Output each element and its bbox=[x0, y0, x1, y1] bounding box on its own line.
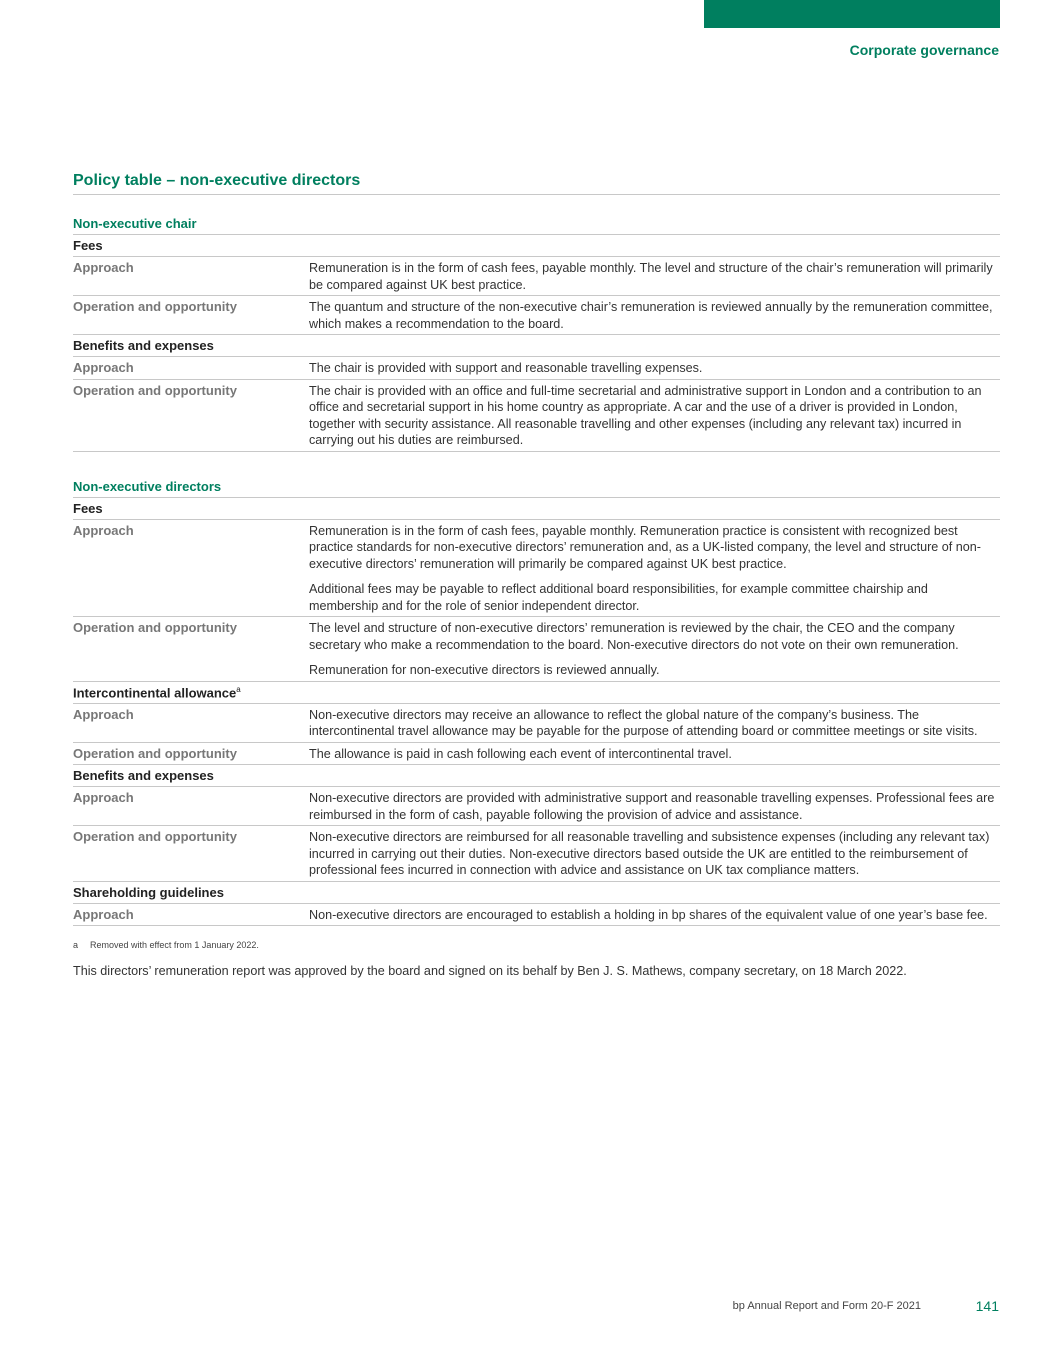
table-row bbox=[73, 257, 1000, 296]
row-text bbox=[309, 260, 1000, 293]
table-row bbox=[73, 357, 1000, 380]
table-row bbox=[73, 380, 1000, 452]
subsection-title-allowance bbox=[73, 682, 1000, 704]
row-label: Approach bbox=[73, 790, 134, 806]
paragraph: The chair is provided with support and reasonable travelling expenses. bbox=[309, 361, 703, 375]
group-title-chair: Non-executive chair bbox=[73, 213, 1000, 235]
row-text bbox=[309, 707, 1000, 740]
row-text bbox=[309, 746, 1000, 763]
row-text bbox=[309, 829, 1000, 879]
row-label: Operation and opportunity bbox=[73, 382, 237, 398]
row-text bbox=[309, 907, 1000, 924]
approval-statement: This directors’ remuneration report was approved by the board and signed on its behalf by Ben J. S. Mathews, company secretary, on 18 March 2022. bbox=[73, 964, 907, 979]
row-text bbox=[309, 299, 1000, 332]
paragraph: The level and structure of non-executive directors’ remuneration is reviewed by the chair, the CEO and the company secretary who make a recommendation to the board. Non-executive directors do not vote on their own remuneration. bbox=[309, 621, 959, 652]
paragraph: The quantum and structure of the non-executive chair’s remuneration is reviewed annually by the remuneration committee, which makes a recommendation to the board. bbox=[309, 300, 993, 331]
paragraph: Remuneration is in the form of cash fees, payable monthly. Remuneration practice is consistent with recognized best practice standards for non-executive directors’ remuneration and, as a UK-listed company, the level and structure of non-executive directors’ remuneration will primarily be compared against UK best practice. bbox=[309, 523, 982, 571]
subsection-title-chair-benefits: Benefits and expenses bbox=[73, 335, 1000, 357]
row-label: Approach bbox=[73, 522, 134, 538]
paragraph: Non-executive directors are provided with administrative support and reasonable travelling expenses. Professional fees are reimbursed in the form of cash, payable following the provision of advice and assistance. bbox=[309, 791, 995, 822]
footnote-marker: a bbox=[236, 684, 241, 694]
table-row bbox=[73, 704, 1000, 743]
policy-table bbox=[73, 172, 1000, 978]
row-label: Approach bbox=[73, 906, 134, 922]
paragraph: Remuneration is in the form of cash fees, payable monthly. The level and structure of the chair’s remuneration will primarily be compared against UK best practice. bbox=[309, 261, 993, 292]
table-row bbox=[73, 743, 1000, 766]
row-text bbox=[309, 620, 1000, 679]
page-title: Policy table – non-executive directors bbox=[73, 172, 1000, 195]
row-label: Approach bbox=[73, 260, 134, 275]
row-text bbox=[309, 360, 1000, 377]
row-label: Operation and opportunity bbox=[73, 299, 237, 314]
chair-group bbox=[73, 213, 1000, 452]
section-label: Corporate governance bbox=[849, 42, 999, 58]
row-label: Approach bbox=[73, 360, 134, 375]
paragraph: Non-executive directors may receive an allowance to reflect the global nature of the company’s business. The intercontinental travel allowance may be payable for the purpose of attending board or committee meetings or site visits. bbox=[309, 707, 978, 739]
row-text bbox=[309, 523, 1000, 615]
paragraph: The allowance is paid in cash following each event of intercontinental travel. bbox=[309, 746, 732, 761]
group-title-directors: Non-executive directors bbox=[73, 476, 1000, 498]
paragraph: Remuneration for non-executive directors is reviewed annually. bbox=[309, 663, 660, 677]
row-text bbox=[309, 790, 1000, 823]
paragraph: Additional fees may be payable to reflect additional board responsibilities, for example committee chairship and membership and for the role of senior independent director. bbox=[309, 582, 928, 613]
footnote bbox=[73, 940, 1000, 950]
subsection-title-directors-benefits: Benefits and expenses bbox=[73, 765, 1000, 787]
row-label: Operation and opportunity bbox=[73, 745, 237, 761]
footer-report-title: bp Annual Report and Form 20-F 2021 bbox=[732, 1300, 921, 1312]
subsection-title-directors-fees: Fees bbox=[73, 498, 1000, 520]
table-row bbox=[73, 520, 1000, 618]
header-color-bar bbox=[704, 0, 1000, 28]
directors-group bbox=[73, 476, 1000, 927]
subsection-title-chair-fees: Fees bbox=[73, 235, 1000, 257]
row-label: Operation and opportunity bbox=[73, 829, 237, 845]
table-row bbox=[73, 296, 1000, 335]
subsection-title-text: Intercontinental allowance bbox=[73, 684, 237, 700]
page-number: 141 bbox=[975, 1298, 999, 1314]
paragraph: Non-executive directors are encouraged to establish a holding in bp shares of the equivalent value of one year’s base fee. bbox=[309, 907, 988, 922]
row-text bbox=[309, 383, 1000, 449]
row-label: Operation and opportunity bbox=[73, 620, 237, 635]
table-row bbox=[73, 787, 1000, 826]
paragraph: The chair is provided with an office and full-time secretarial and administrative support in London and a contribution to an office and secretarial support in his home country as appropriate. A car and the use of a driver is provided in London, together with security assistance. All reasonable travelling and other expenses (including any relevant tax) incurred in carrying out his duties are reimbursed. bbox=[309, 383, 982, 447]
footnote-mark: a bbox=[73, 940, 79, 951]
paragraph: Non-executive directors are reimbursed for all reasonable travelling and subsistence expenses (including any relevant tax) incurred in carrying out their duties. Non-executive directors based outside the UK are entitled to the reimbursement of professional fees incurred in connection with advice and assistance on UK tax compliance matters. bbox=[309, 830, 990, 878]
table-row bbox=[73, 826, 1000, 882]
table-row bbox=[73, 904, 1000, 927]
footnote-text: Removed with effect from 1 January 2022. bbox=[90, 940, 259, 951]
table-row bbox=[73, 617, 1000, 682]
subsection-title-shareholding: Shareholding guidelines bbox=[73, 882, 1000, 904]
row-label: Approach bbox=[73, 706, 134, 722]
